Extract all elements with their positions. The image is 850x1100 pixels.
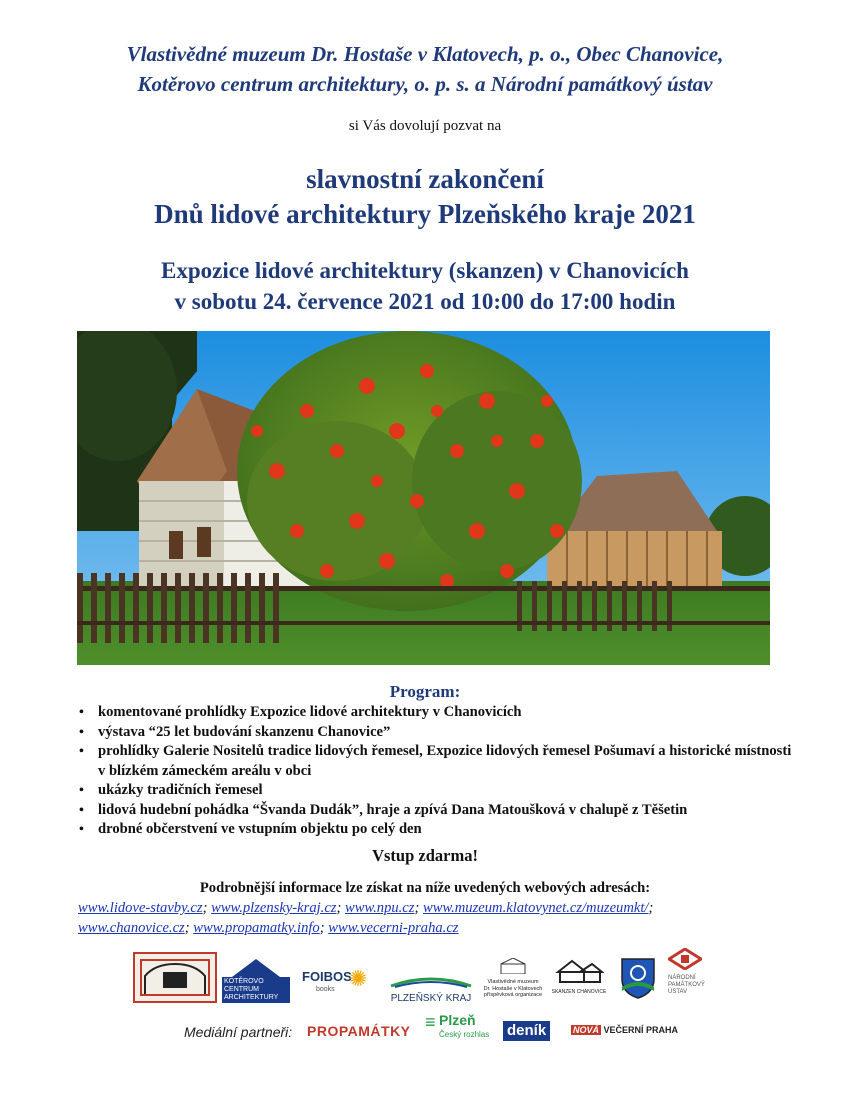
organizers-line-2: Kotěrovo centrum architektury, o. p. s. a Národní památkový ústav [137, 72, 713, 96]
shield-icon [620, 957, 656, 999]
event-title-line-2: Dnů lidové architektury Plzeňského kraje 2021 [154, 199, 696, 229]
chanovice-skanzen-logo [133, 952, 217, 1003]
foibos-text: FOIBOS [302, 969, 352, 984]
muzeum-line-1: Vlastivědné muzeum [487, 979, 539, 985]
event-venue: Expozice lidové architektury (skanzen) v Chanovicích [161, 258, 689, 283]
chanovice-coat-of-arms [620, 957, 656, 999]
skanzen-chanovice-logo [551, 958, 607, 998]
sun-icon: ✺ [349, 966, 368, 991]
koterovo-logo [222, 963, 290, 999]
plzensky-text: PLZEŇSKÝ KRAJ [390, 993, 472, 1004]
koterovo-line-3: ARCHITEKTURY [224, 994, 279, 1001]
muzeum-line-3: příspěvková organizace [483, 992, 543, 998]
program-item: • výstava “25 let budování skanzenu Chanovice” [77, 723, 797, 743]
npu-diamond-icon [668, 948, 702, 970]
cesky-rozhlas-plzen-logo [425, 1012, 495, 1044]
muzeum-klatovy-logo [478, 958, 548, 998]
wave-icon [387, 976, 475, 988]
event-title-line-1: slavnostní zakončení [306, 164, 544, 194]
skanzen-text: SKANZEN CHANOVICE [551, 989, 607, 995]
program-heading: Program: [389, 682, 461, 701]
link-propamatky[interactable]: www.propamatky.info [193, 919, 320, 936]
npu-line-3: ÚSTAV [668, 989, 688, 995]
link-plzensky-kraj[interactable]: www.plzensky-kraj.cz [211, 900, 337, 916]
npu-line-1: NÁRODNÍ [668, 975, 696, 981]
cesky-rozhlas-text: Český rozhlas [439, 1030, 490, 1039]
foibos-sub: books [316, 986, 335, 993]
muzeum-line-2: Dr. Hostaše v Klatovech [483, 985, 543, 992]
koterovo-line-2: CENTRUM [224, 986, 259, 993]
program-item: • prohlídky Galerie Nositelů tradice lidových řemesel, Expozice lidových řemesel Pošumaví a historické místnosti v blízkém zámeckém areálu v obci [77, 742, 797, 781]
program-item: • ukázky tradičních řemesel [77, 781, 797, 801]
vecerni-praha-logo [571, 1025, 678, 1035]
media-partners-label: Mediální partneři: [184, 1024, 293, 1040]
admission-free: Vstup zdarma! [372, 846, 478, 865]
foibos-logo [302, 968, 382, 998]
link-chanovice[interactable]: www.chanovice.cz [78, 919, 185, 936]
link-vecerni-praha[interactable]: www.vecerni-praha.cz [328, 919, 459, 936]
web-links: www.lidove-stavby.cz; www.plzensky-kraj.cz; www.npu.cz; www.muzeum.klatovynet.cz/muzeumkt/; www.chanovice.cz; www.propamatky.info; www.vecerni-praha.cz [78, 900, 654, 936]
museum-building-icon [499, 958, 527, 974]
triangle-icon [222, 959, 290, 977]
skanzen-photo [77, 331, 770, 665]
radio-icon: ≡ [425, 1012, 436, 1032]
propamatky-logo: PROPAMÁTKY [307, 1023, 411, 1039]
koterovo-line-1: KOTĚROVO [224, 978, 264, 985]
npu-logo [668, 948, 718, 1000]
program-item: • komentované prohlídky Expozice lidové architektury v Chanovicích [77, 703, 797, 723]
link-lidove-stavby[interactable]: www.lidove-stavby.cz [78, 900, 203, 916]
npu-line-2: PAMÁTKOVÝ [668, 982, 705, 988]
skanzen-illustration [77, 331, 770, 665]
program-item: • drobné občerstvení ve vstupním objektu po celý den [77, 820, 797, 840]
info-text: Podrobnější informace lze získat na níže uvedených webových adresách: [199, 880, 651, 896]
plzen-text: Plzeň [439, 1012, 476, 1028]
plzensky-kraj-logo [387, 975, 475, 1004]
organizers-line-1: Vlastivědné muzeum Dr. Hostaše v Klatovech, p. o., Obec Chanovice, [126, 42, 724, 66]
denik-logo: deník [503, 1021, 550, 1041]
event-datetime: v sobotu 24. července 2021 od 10:00 do 17:00 hodin [174, 289, 676, 314]
building-icon [135, 954, 215, 1001]
invite-text: si Vás dovolují pozvat na [348, 118, 502, 134]
nova-badge: NOVÁ [573, 1025, 600, 1035]
program-item: • lidová hudební pohádka “Švanda Dudák”, hraje a zpívá Dana Matoušková v chalupě z Těšetin [77, 801, 797, 821]
vecerni-praha-text: VEČERNÍ PRAHA [603, 1025, 679, 1035]
cottage-icon [554, 958, 604, 984]
program-list [77, 703, 797, 840]
link-muzeum-klatovy[interactable]: www.muzeum.klatovynet.cz/muzeumkt/ [422, 900, 649, 916]
link-npu[interactable]: www.npu.cz [345, 900, 415, 916]
